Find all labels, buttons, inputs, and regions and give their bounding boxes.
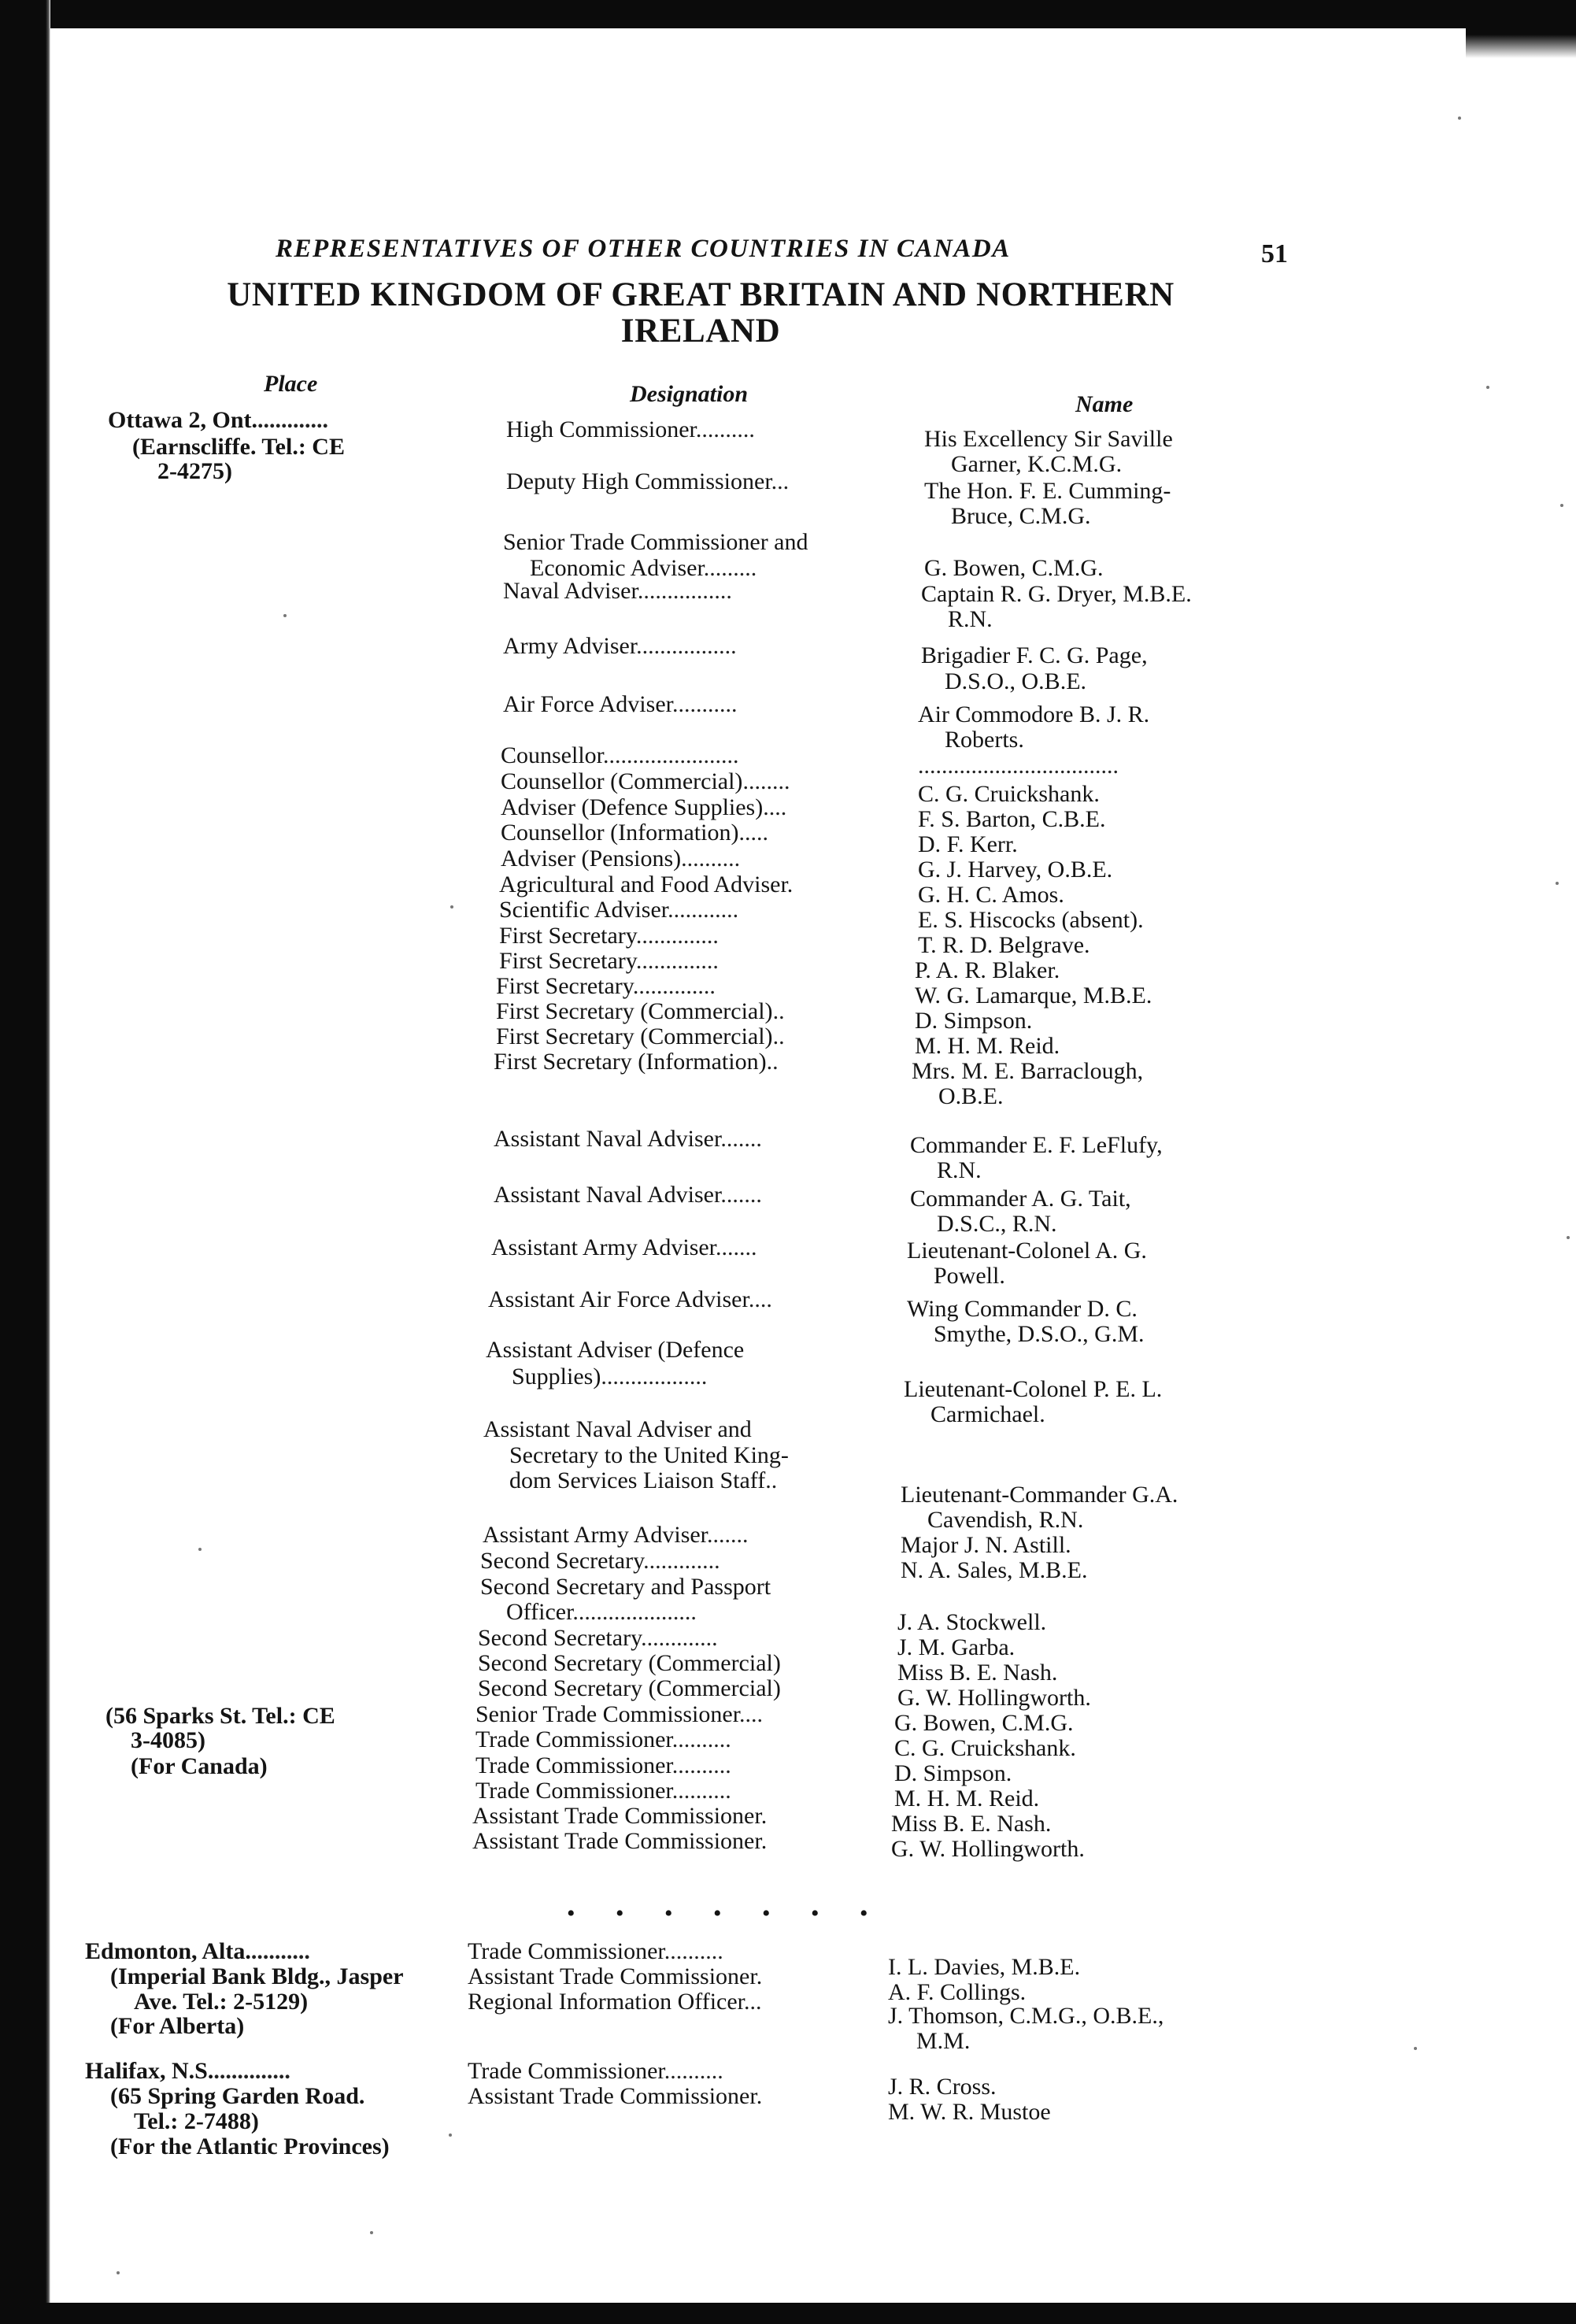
name-line: Carmichael. xyxy=(930,1401,1045,1427)
designation-line: Deputy High Commissioner... xyxy=(506,468,790,494)
designation-line: First Secretary.............. xyxy=(499,923,719,949)
name-line: The Hon. F. E. Cumming- xyxy=(924,478,1171,504)
place-line: (For Canada) xyxy=(131,1753,268,1779)
name-line: Roberts. xyxy=(945,727,1024,753)
name-line: Cavendish, R.N. xyxy=(927,1507,1084,1533)
designation-line: Assistant Naval Adviser....... xyxy=(494,1182,762,1208)
designation-line: Adviser (Pensions).......... xyxy=(501,846,741,872)
place-line: Ave. Tel.: 2-5129) xyxy=(134,1989,309,2015)
designation-line: Air Force Adviser........... xyxy=(503,691,738,717)
name-line: M. H. M. Reid. xyxy=(894,1786,1040,1811)
name-line: O.B.E. xyxy=(938,1083,1004,1109)
name-line: D. Simpson. xyxy=(915,1008,1033,1034)
place-line: Edmonton, Alta........... xyxy=(85,1938,310,1964)
designation-line: Assistant Naval Adviser and xyxy=(483,1416,752,1442)
name-line: G. Bowen, C.M.G. xyxy=(894,1710,1074,1736)
name-line: Commander A. G. Tait, xyxy=(910,1186,1131,1212)
designation-line: Trade Commissioner.......... xyxy=(475,1752,731,1778)
designation-line: Assistant Army Adviser....... xyxy=(491,1234,757,1260)
name-line: J. R. Cross. xyxy=(888,2074,997,2100)
name-line: C. G. Cruickshank. xyxy=(918,781,1100,807)
designation-line: Second Secretary (Commercial) xyxy=(478,1675,781,1701)
designation-line: Assistant Trade Commissioner. xyxy=(468,1963,763,1989)
name-line: G. J. Harvey, O.B.E. xyxy=(918,857,1113,883)
name-line: P. A. R. Blaker. xyxy=(915,957,1060,983)
designation-line: Senior Trade Commissioner and xyxy=(503,529,808,555)
name-line: Garner, K.C.M.G. xyxy=(951,451,1123,477)
place-line: 3-4085) xyxy=(131,1727,205,1753)
designation-line: Trade Commissioner.......... xyxy=(468,2058,723,2084)
designation-line: Second Secretary............. xyxy=(480,1548,720,1574)
designation-line: Second Secretary and Passport xyxy=(480,1574,771,1600)
designation-line: Assistant Naval Adviser....... xyxy=(494,1126,762,1152)
name-line: Smythe, D.S.O., G.M. xyxy=(934,1321,1145,1347)
designation-line: Assistant Trade Commissioner. xyxy=(468,2083,763,2109)
designation-line: Army Adviser................. xyxy=(503,633,737,659)
name-line: J. A. Stockwell. xyxy=(897,1609,1047,1635)
name-line: A. F. Collings. xyxy=(888,1979,1027,2005)
name-line: Lieutenant-Colonel A. G. xyxy=(907,1238,1147,1264)
running-head: REPRESENTATIVES OF OTHER COUNTRIES IN CANADA xyxy=(276,235,1011,263)
place-line: (For Alberta) xyxy=(110,2013,245,2039)
name-line: R.N. xyxy=(937,1157,982,1183)
designation-line: Assistant Air Force Adviser.... xyxy=(488,1286,772,1312)
designation-line: dom Services Liaison Staff.. xyxy=(509,1467,778,1493)
place-line: (For the Atlantic Provinces) xyxy=(110,2133,390,2159)
place-line: Tel.: 2-7488) xyxy=(134,2108,259,2134)
country-title: UNITED KINGDOM OF GREAT BRITAIN AND NORTHERN IRELAND xyxy=(227,276,1175,350)
place-line: (65 Spring Garden Road. xyxy=(110,2083,365,2109)
name-line: W. G. Lamarque, M.B.E. xyxy=(915,983,1152,1008)
designation-line: Officer..................... xyxy=(506,1599,697,1625)
name-line: M. W. R. Mustoe xyxy=(888,2099,1051,2125)
designation-line: Counsellor (Information)..... xyxy=(501,820,768,846)
designation-line: Assistant Army Adviser....... xyxy=(483,1522,749,1548)
name-line: Lieutenant-Commander G.A. xyxy=(901,1482,1178,1508)
name-line: G. H. C. Amos. xyxy=(918,882,1064,908)
designation-line: Supplies).................. xyxy=(512,1364,708,1390)
name-line: D.S.O., O.B.E. xyxy=(945,668,1087,694)
name-line: F. S. Barton, C.B.E. xyxy=(918,806,1106,832)
name-line: N. A. Sales, M.B.E. xyxy=(901,1557,1088,1583)
place-line: 2-4275) xyxy=(157,458,232,484)
designation-line: Scientific Adviser............ xyxy=(499,897,739,923)
name-line: Major J. N. Astill. xyxy=(901,1532,1071,1558)
name-line: Lieutenant-Colonel P. E. L. xyxy=(904,1376,1163,1402)
name-line: T. R. D. Belgrave. xyxy=(918,932,1090,958)
name-line: Captain R. G. Dryer, M.B.E. xyxy=(921,581,1192,607)
designation-line: Assistant Trade Commissioner. xyxy=(472,1828,768,1854)
name-line: Powell. xyxy=(934,1263,1005,1289)
name-line: Commander E. F. LeFlufy, xyxy=(910,1132,1163,1158)
designation-line: Second Secretary............. xyxy=(478,1625,718,1651)
designation-line: Trade Commissioner.......... xyxy=(475,1778,731,1804)
name-line: His Excellency Sir Saville xyxy=(924,426,1173,452)
name-line: J. Thomson, C.M.G., O.B.E., xyxy=(888,2003,1164,2029)
name-line: J. M. Garba. xyxy=(897,1634,1016,1660)
name-line: C. G. Cruickshank. xyxy=(894,1735,1076,1761)
name-line: D. F. Kerr. xyxy=(918,831,1018,857)
place-line: (56 Sparks St. Tel.: CE xyxy=(105,1703,335,1729)
designation-line: Economic Adviser......... xyxy=(530,555,757,581)
name-line: I. L. Davies, M.B.E. xyxy=(888,1954,1081,1980)
designation-line: First Secretary (Information).. xyxy=(494,1049,779,1075)
place-line: (Earnscliffe. Tel.: CE xyxy=(132,434,345,460)
designation-line: First Secretary (Commercial).. xyxy=(496,998,785,1024)
place-line: (Imperial Bank Bldg., Jasper xyxy=(110,1963,404,1989)
designation-line: Naval Adviser................ xyxy=(503,578,732,604)
name-line: M.M. xyxy=(916,2028,971,2054)
name-line: Bruce, C.M.G. xyxy=(951,503,1091,529)
designation-line: Trade Commissioner.......... xyxy=(475,1726,731,1752)
name-line: R.N. xyxy=(948,606,993,632)
designation-line: High Commissioner.......... xyxy=(506,416,755,442)
section-separator: • • • • • • • xyxy=(567,1900,886,1926)
column-header-designation: Designation xyxy=(630,381,749,407)
name-line: .................................. xyxy=(918,753,1119,779)
name-line: E. S. Hiscocks (absent). xyxy=(918,907,1144,933)
designation-line: First Secretary (Commercial).. xyxy=(496,1023,785,1049)
designation-line: Senior Trade Commissioner.... xyxy=(475,1701,764,1727)
name-line: Brigadier F. C. G. Page, xyxy=(921,642,1148,668)
designation-line: Adviser (Defence Supplies).... xyxy=(501,794,787,820)
column-header-place: Place xyxy=(264,371,318,397)
name-line: M. H. M. Reid. xyxy=(915,1033,1060,1059)
place-line: Ottawa 2, Ont............. xyxy=(108,407,328,433)
page-number: 51 xyxy=(1261,239,1288,268)
name-line: Air Commodore B. J. R. xyxy=(918,701,1150,727)
designation-line: Second Secretary (Commercial) xyxy=(478,1650,781,1676)
designation-line: Counsellor (Commercial)........ xyxy=(501,768,790,794)
designation-line: Assistant Trade Commissioner. xyxy=(472,1803,768,1829)
column-header-name: Name xyxy=(1075,391,1134,417)
designation-line: First Secretary.............. xyxy=(496,973,716,999)
name-line: Miss B. E. Nash. xyxy=(897,1660,1058,1686)
designation-line: Agricultural and Food Adviser. xyxy=(499,872,794,897)
designation-line: Secretary to the United King- xyxy=(509,1442,789,1468)
name-line: Wing Commander D. C. xyxy=(907,1296,1138,1322)
name-line: G. Bowen, C.M.G. xyxy=(924,555,1104,581)
name-line: Mrs. M. E. Barraclough, xyxy=(912,1058,1144,1084)
designation-line: Assistant Adviser (Defence xyxy=(486,1337,745,1363)
name-line: D.S.C., R.N. xyxy=(937,1211,1057,1237)
designation-line: First Secretary.............. xyxy=(499,948,719,974)
name-line: G. W. Hollingworth. xyxy=(891,1836,1085,1862)
place-line: Halifax, N.S.............. xyxy=(85,2058,290,2084)
designation-line: Regional Information Officer... xyxy=(468,1989,762,2015)
name-line: Miss B. E. Nash. xyxy=(891,1811,1052,1837)
designation-line: Counsellor....................... xyxy=(501,742,739,768)
name-line: G. W. Hollingworth. xyxy=(897,1685,1091,1711)
name-line: D. Simpson. xyxy=(894,1760,1012,1786)
designation-line: Trade Commissioner.......... xyxy=(468,1938,723,1964)
